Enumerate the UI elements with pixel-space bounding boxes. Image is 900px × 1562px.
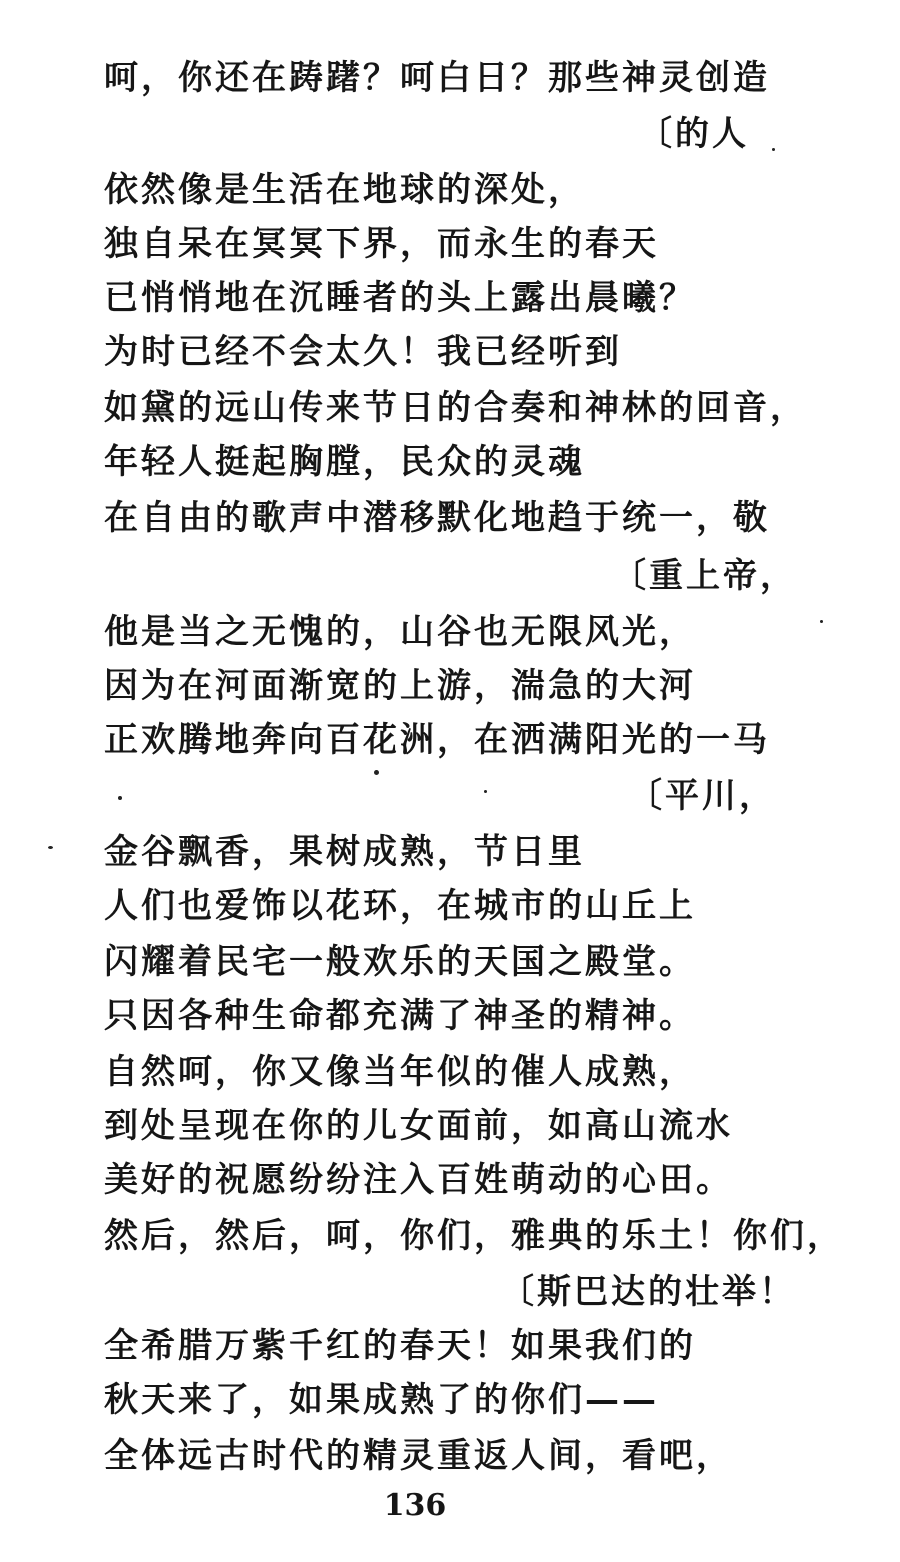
poem-line: 正欢腾地奔向百花洲，在洒满阳光的一马 (104, 720, 770, 760)
page-number: 136 (383, 1488, 447, 1523)
scan-speck (484, 790, 487, 793)
poem-line: 只因各种生命都充满了神圣的精神。 (104, 996, 696, 1036)
poem-line: 全希腊万紫千红的春天！如果我们的 (104, 1326, 696, 1366)
poem-line: 因为在河面渐宽的上游，湍急的大河 (104, 666, 696, 706)
poem-line: 依然像是生活在地球的深处， (104, 170, 585, 210)
scan-speck (772, 148, 775, 151)
scan-speck (48, 846, 53, 849)
poem-line: 美好的祝愿纷纷注入百姓萌动的心田。 (104, 1160, 733, 1200)
poem-line: 全体远古时代的精灵重返人间，看吧， (104, 1436, 733, 1476)
poem-line: 金谷飘香，果树成熟，节日里 (104, 832, 585, 872)
poem-line: 在自由的歌声中潜移默化地趋于统一，敬 (104, 498, 770, 538)
poem-line-continuation: 〔平川， (628, 776, 776, 816)
poem-line: 秋天来了，如果成熟了的你们—— (104, 1380, 659, 1420)
scan-speck (374, 770, 379, 775)
poem-line: 然后，然后，呵，你们，雅典的乐土！你们， (104, 1216, 844, 1256)
poem-line: 已悄悄地在沉睡者的头上露出晨曦？ (104, 278, 696, 318)
poem-line: 年轻人挺起胸膛，民众的灵魂 (104, 442, 585, 482)
scan-speck (118, 796, 122, 800)
poem-line-continuation: 〔的人 (638, 114, 749, 154)
poem-line: 如黛的远山传来节日的合奏和神林的回音， (104, 388, 807, 428)
poem-line: 人们也爱饰以花环，在城市的山丘上 (104, 886, 696, 926)
poem-line: 自然呵，你又像当年似的催人成熟， (104, 1052, 696, 1092)
poem-line: 他是当之无愧的，山谷也无限风光， (104, 612, 696, 652)
poem-line: 为时已经不会太久！我已经听到 (104, 332, 622, 372)
scan-speck (820, 620, 823, 623)
poem-line: 闪耀着民宅一般欢乐的天国之殿堂。 (104, 942, 696, 982)
poem-line: 到处呈现在你的儿女面前，如高山流水 (104, 1106, 733, 1146)
poem-line: 独自呆在冥冥下界，而永生的春天 (104, 224, 659, 264)
poem-line-continuation: 〔重上帝， (612, 556, 797, 596)
poem-line-continuation: 〔斯巴达的壮举！ (500, 1272, 796, 1312)
poem-line: 呵，你还在踌躇？呵白日？那些神灵创造 (104, 58, 770, 98)
